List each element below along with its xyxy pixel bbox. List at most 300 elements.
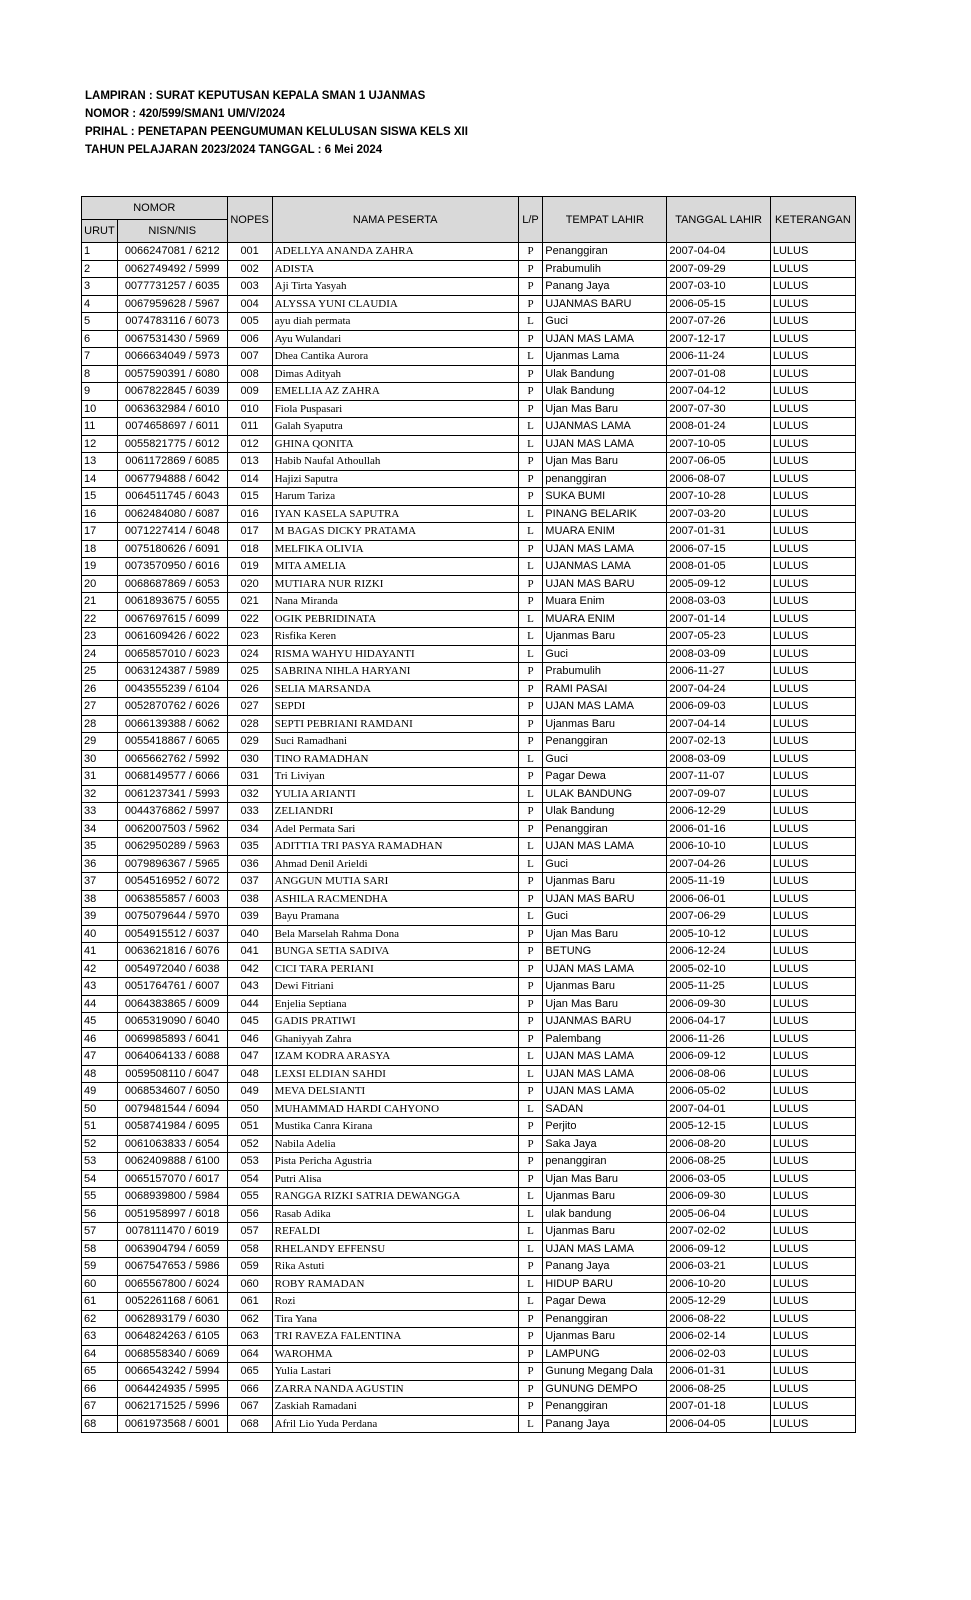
row-tanggal-lahir: 2007-04-26 bbox=[667, 855, 771, 873]
row-nisn: 0061063833 / 6054 bbox=[117, 1135, 227, 1153]
row-tempat-lahir: UJAN MAS LAMA bbox=[543, 540, 667, 558]
row-nopes: 015 bbox=[227, 488, 272, 506]
row-nopes: 008 bbox=[227, 365, 272, 383]
table-row bbox=[82, 295, 856, 313]
row-keterangan: LULUS bbox=[770, 908, 855, 926]
row-tempat-lahir: UJAN MAS LAMA bbox=[543, 1048, 667, 1066]
row-nisn: 0055418867 / 6065 bbox=[117, 733, 227, 751]
row-keterangan: LULUS bbox=[770, 348, 855, 366]
row-nama: Mustika Canra Kirana bbox=[272, 1118, 518, 1136]
row-tempat-lahir: Guci bbox=[543, 750, 667, 768]
row-nisn: 0052870762 / 6026 bbox=[117, 698, 227, 716]
row-tanggal-lahir: 2007-06-29 bbox=[667, 908, 771, 926]
row-nopes: 001 bbox=[227, 243, 272, 261]
row-tempat-lahir: SUKA BUMI bbox=[543, 488, 667, 506]
row-tanggal-lahir: 2006-09-12 bbox=[667, 1048, 771, 1066]
row-keterangan: LULUS bbox=[770, 995, 855, 1013]
row-nopes: 040 bbox=[227, 925, 272, 943]
row-urut: 29 bbox=[82, 733, 118, 751]
row-keterangan: LULUS bbox=[770, 943, 855, 961]
row-nopes: 046 bbox=[227, 1030, 272, 1048]
row-tempat-lahir: SADAN bbox=[543, 1100, 667, 1118]
row-lp: L bbox=[518, 908, 543, 926]
row-tanggal-lahir: 2006-10-10 bbox=[667, 838, 771, 856]
row-urut: 3 bbox=[82, 278, 118, 296]
row-tanggal-lahir: 2006-08-25 bbox=[667, 1153, 771, 1171]
table-row bbox=[82, 663, 856, 681]
row-urut: 45 bbox=[82, 1013, 118, 1031]
row-nopes: 005 bbox=[227, 313, 272, 331]
row-nama: ADISTA bbox=[272, 260, 518, 278]
row-keterangan: LULUS bbox=[770, 1293, 855, 1311]
row-nopes: 027 bbox=[227, 698, 272, 716]
row-tempat-lahir: Ujanmas Baru bbox=[543, 1328, 667, 1346]
row-nopes: 038 bbox=[227, 890, 272, 908]
row-nama: MELFIKA OLIVIA bbox=[272, 540, 518, 558]
row-tanggal-lahir: 2005-09-12 bbox=[667, 575, 771, 593]
row-keterangan: LULUS bbox=[770, 313, 855, 331]
row-tempat-lahir: UJAN MAS BARU bbox=[543, 575, 667, 593]
row-tempat-lahir: Prabumulih bbox=[543, 663, 667, 681]
row-tanggal-lahir: 2006-08-20 bbox=[667, 1135, 771, 1153]
row-tanggal-lahir: 2007-06-05 bbox=[667, 453, 771, 471]
row-urut: 9 bbox=[82, 383, 118, 401]
table-row bbox=[82, 1293, 856, 1311]
row-urut: 25 bbox=[82, 663, 118, 681]
row-nopes: 032 bbox=[227, 785, 272, 803]
row-tanggal-lahir: 2006-09-12 bbox=[667, 1240, 771, 1258]
row-nisn: 0067697615 / 6099 bbox=[117, 610, 227, 628]
row-tanggal-lahir: 2006-11-24 bbox=[667, 348, 771, 366]
row-keterangan: LULUS bbox=[770, 820, 855, 838]
document-header bbox=[85, 87, 468, 159]
row-tanggal-lahir: 2007-01-14 bbox=[667, 610, 771, 628]
table-row bbox=[82, 645, 856, 663]
row-nopes: 018 bbox=[227, 540, 272, 558]
row-tanggal-lahir: 2007-10-05 bbox=[667, 435, 771, 453]
row-nisn: 0062950289 / 5963 bbox=[117, 838, 227, 856]
header-nama: NAMA PESERTA bbox=[272, 197, 518, 243]
row-nama: Ahmad Denil Arieldi bbox=[272, 855, 518, 873]
row-lp: L bbox=[518, 505, 543, 523]
row-nisn: 0068534607 / 6050 bbox=[117, 1083, 227, 1101]
row-urut: 11 bbox=[82, 418, 118, 436]
table-row bbox=[82, 1135, 856, 1153]
row-nama: WAROHMA bbox=[272, 1345, 518, 1363]
row-nama: SEPTI PEBRIANI RAMDANI bbox=[272, 715, 518, 733]
row-nopes: 030 bbox=[227, 750, 272, 768]
row-urut: 46 bbox=[82, 1030, 118, 1048]
row-tempat-lahir: Saka Jaya bbox=[543, 1135, 667, 1153]
row-nisn: 0067547653 / 5986 bbox=[117, 1258, 227, 1276]
row-urut: 23 bbox=[82, 628, 118, 646]
row-tempat-lahir: Panang Jaya bbox=[543, 278, 667, 296]
row-tempat-lahir: Panang Jaya bbox=[543, 1415, 667, 1433]
row-lp: P bbox=[518, 978, 543, 996]
row-tempat-lahir: Prabumulih bbox=[543, 260, 667, 278]
row-nopes: 047 bbox=[227, 1048, 272, 1066]
row-tanggal-lahir: 2007-02-13 bbox=[667, 733, 771, 751]
row-nopes: 041 bbox=[227, 943, 272, 961]
row-nisn: 0065662762 / 5992 bbox=[117, 750, 227, 768]
row-nama: ALYSSA YUNI CLAUDIA bbox=[272, 295, 518, 313]
row-nisn: 0061237341 / 5993 bbox=[117, 785, 227, 803]
row-nisn: 0073570950 / 6016 bbox=[117, 558, 227, 576]
table-row bbox=[82, 1240, 856, 1258]
row-nopes: 049 bbox=[227, 1083, 272, 1101]
row-nisn: 0065857010 / 6023 bbox=[117, 645, 227, 663]
row-keterangan: LULUS bbox=[770, 750, 855, 768]
table-row bbox=[82, 488, 856, 506]
row-keterangan: LULUS bbox=[770, 873, 855, 891]
row-nama: ayu diah permata bbox=[272, 313, 518, 331]
row-tanggal-lahir: 2006-09-30 bbox=[667, 995, 771, 1013]
row-tanggal-lahir: 2007-04-04 bbox=[667, 243, 771, 261]
row-lp: P bbox=[518, 1013, 543, 1031]
row-tempat-lahir: Guci bbox=[543, 908, 667, 926]
table-row bbox=[82, 435, 856, 453]
row-nopes: 006 bbox=[227, 330, 272, 348]
table-row bbox=[82, 1153, 856, 1171]
row-tanggal-lahir: 2006-10-20 bbox=[667, 1275, 771, 1293]
header-nisn: NISN/NIS bbox=[117, 220, 227, 243]
row-keterangan: LULUS bbox=[770, 890, 855, 908]
row-nisn: 0065157070 / 6017 bbox=[117, 1170, 227, 1188]
row-nopes: 053 bbox=[227, 1153, 272, 1171]
row-urut: 47 bbox=[82, 1048, 118, 1066]
row-lp: P bbox=[518, 260, 543, 278]
row-nama: Yulia Lastari bbox=[272, 1363, 518, 1381]
row-nama: Aji Tirta Yasyah bbox=[272, 278, 518, 296]
table-row bbox=[82, 610, 856, 628]
row-nopes: 052 bbox=[227, 1135, 272, 1153]
table-row bbox=[82, 803, 856, 821]
row-tanggal-lahir: 2008-01-05 bbox=[667, 558, 771, 576]
row-nama: ZELIANDRI bbox=[272, 803, 518, 821]
row-nopes: 060 bbox=[227, 1275, 272, 1293]
row-urut: 64 bbox=[82, 1345, 118, 1363]
row-lp: P bbox=[518, 400, 543, 418]
row-tanggal-lahir: 2006-05-15 bbox=[667, 295, 771, 313]
row-nopes: 043 bbox=[227, 978, 272, 996]
row-tempat-lahir: Ulak Bandung bbox=[543, 803, 667, 821]
row-lp: P bbox=[518, 698, 543, 716]
row-tempat-lahir: Ujan Mas Baru bbox=[543, 995, 667, 1013]
row-nama: MITA AMELIA bbox=[272, 558, 518, 576]
header-prihal: PRIHAL : PENETAPAN PEENGUMUMAN KELULUSAN SISWA KELS XII bbox=[85, 126, 468, 138]
row-urut: 67 bbox=[82, 1398, 118, 1416]
row-urut: 12 bbox=[82, 435, 118, 453]
row-nama: Harum Tariza bbox=[272, 488, 518, 506]
row-tanggal-lahir: 2006-01-16 bbox=[667, 820, 771, 838]
row-nama: RANGGA RIZKI SATRIA DEWANGGA bbox=[272, 1188, 518, 1206]
row-lp: P bbox=[518, 1118, 543, 1136]
row-lp: P bbox=[518, 295, 543, 313]
row-lp: P bbox=[518, 995, 543, 1013]
row-nama: ZARRA NANDA AGUSTIN bbox=[272, 1380, 518, 1398]
row-tempat-lahir: Pagar Dewa bbox=[543, 768, 667, 786]
table-row bbox=[82, 1188, 856, 1206]
row-urut: 30 bbox=[82, 750, 118, 768]
row-nisn: 0064064133 / 6088 bbox=[117, 1048, 227, 1066]
row-tempat-lahir: UJAN MAS LAMA bbox=[543, 1083, 667, 1101]
row-nama: Dhea Cantika Aurora bbox=[272, 348, 518, 366]
row-tempat-lahir: ULAK BANDUNG bbox=[543, 785, 667, 803]
row-urut: 33 bbox=[82, 803, 118, 821]
row-lp: P bbox=[518, 768, 543, 786]
row-tempat-lahir: Ujanmas Baru bbox=[543, 715, 667, 733]
row-urut: 65 bbox=[82, 1363, 118, 1381]
row-tempat-lahir: PINANG BELARIK bbox=[543, 505, 667, 523]
row-tanggal-lahir: 2007-01-31 bbox=[667, 523, 771, 541]
row-tanggal-lahir: 2007-11-07 bbox=[667, 768, 771, 786]
row-lp: P bbox=[518, 733, 543, 751]
row-nisn: 0062007503 / 5962 bbox=[117, 820, 227, 838]
row-nopes: 022 bbox=[227, 610, 272, 628]
table-row bbox=[82, 628, 856, 646]
row-urut: 28 bbox=[82, 715, 118, 733]
row-tanggal-lahir: 2006-08-07 bbox=[667, 470, 771, 488]
header-lampiran: LAMPIRAN : SURAT KEPUTUSAN KEPALA SMAN 1 UJANMAS bbox=[85, 90, 426, 102]
row-nisn: 0067531430 / 5969 bbox=[117, 330, 227, 348]
row-tempat-lahir: Ujan Mas Baru bbox=[543, 925, 667, 943]
row-nisn: 0062409888 / 6100 bbox=[117, 1153, 227, 1171]
row-lp: L bbox=[518, 1048, 543, 1066]
row-lp: P bbox=[518, 383, 543, 401]
row-urut: 49 bbox=[82, 1083, 118, 1101]
row-keterangan: LULUS bbox=[770, 488, 855, 506]
row-tempat-lahir: Penanggiran bbox=[543, 243, 667, 261]
row-keterangan: LULUS bbox=[770, 1415, 855, 1433]
row-nopes: 011 bbox=[227, 418, 272, 436]
row-tanggal-lahir: 2007-04-24 bbox=[667, 680, 771, 698]
row-nama: IYAN KASELA SAPUTRA bbox=[272, 505, 518, 523]
table-row bbox=[82, 558, 856, 576]
row-keterangan: LULUS bbox=[770, 610, 855, 628]
row-tempat-lahir: UJANMAS LAMA bbox=[543, 418, 667, 436]
row-nisn: 0063855857 / 6003 bbox=[117, 890, 227, 908]
row-tempat-lahir: UJAN MAS LAMA bbox=[543, 960, 667, 978]
row-nama: SELIA MARSANDA bbox=[272, 680, 518, 698]
row-nisn: 0079481544 / 6094 bbox=[117, 1100, 227, 1118]
row-tanggal-lahir: 2005-12-29 bbox=[667, 1293, 771, 1311]
table-row bbox=[82, 873, 856, 891]
row-nisn: 0063621816 / 6076 bbox=[117, 943, 227, 961]
row-lp: P bbox=[518, 820, 543, 838]
row-nama: ROBY RAMADAN bbox=[272, 1275, 518, 1293]
row-tanggal-lahir: 2007-07-30 bbox=[667, 400, 771, 418]
row-tanggal-lahir: 2007-04-01 bbox=[667, 1100, 771, 1118]
row-urut: 66 bbox=[82, 1380, 118, 1398]
row-nisn: 0077731257 / 6035 bbox=[117, 278, 227, 296]
row-tanggal-lahir: 2008-03-09 bbox=[667, 645, 771, 663]
row-tempat-lahir: Ulak Bandung bbox=[543, 365, 667, 383]
row-nisn: 0067959628 / 5967 bbox=[117, 295, 227, 313]
row-nisn: 0068149577 / 6066 bbox=[117, 768, 227, 786]
row-nama: Hajizi Saputra bbox=[272, 470, 518, 488]
row-tempat-lahir: Gunung Megang Dala bbox=[543, 1363, 667, 1381]
row-urut: 54 bbox=[82, 1170, 118, 1188]
row-nisn: 0062749492 / 5999 bbox=[117, 260, 227, 278]
row-tempat-lahir: Muara Enim bbox=[543, 593, 667, 611]
row-lp: P bbox=[518, 925, 543, 943]
row-nopes: 036 bbox=[227, 855, 272, 873]
row-nisn: 0057590391 / 6080 bbox=[117, 365, 227, 383]
row-nopes: 023 bbox=[227, 628, 272, 646]
row-nama: Pista Pericha Agustria bbox=[272, 1153, 518, 1171]
table-row bbox=[82, 540, 856, 558]
row-keterangan: LULUS bbox=[770, 785, 855, 803]
row-lp: L bbox=[518, 838, 543, 856]
row-keterangan: LULUS bbox=[770, 435, 855, 453]
table-row bbox=[82, 400, 856, 418]
row-nisn: 0054516952 / 6072 bbox=[117, 873, 227, 891]
row-urut: 20 bbox=[82, 575, 118, 593]
row-urut: 48 bbox=[82, 1065, 118, 1083]
row-keterangan: LULUS bbox=[770, 1380, 855, 1398]
row-tanggal-lahir: 2006-04-17 bbox=[667, 1013, 771, 1031]
row-keterangan: LULUS bbox=[770, 453, 855, 471]
row-urut: 2 bbox=[82, 260, 118, 278]
table-row bbox=[82, 348, 856, 366]
header-keterangan: KETERANGAN bbox=[770, 197, 855, 243]
row-lp: P bbox=[518, 540, 543, 558]
row-lp: P bbox=[518, 453, 543, 471]
row-nopes: 013 bbox=[227, 453, 272, 471]
row-nopes: 048 bbox=[227, 1065, 272, 1083]
row-urut: 44 bbox=[82, 995, 118, 1013]
row-nama: CICI TARA PERIANI bbox=[272, 960, 518, 978]
row-nisn: 0064824263 / 6105 bbox=[117, 1328, 227, 1346]
row-nama: YULIA ARIANTI bbox=[272, 785, 518, 803]
row-keterangan: LULUS bbox=[770, 1345, 855, 1363]
row-tanggal-lahir: 2006-03-05 bbox=[667, 1170, 771, 1188]
row-urut: 50 bbox=[82, 1100, 118, 1118]
row-nisn: 0051958997 / 6018 bbox=[117, 1205, 227, 1223]
header-tanggal-lahir: TANGGAL LAHIR bbox=[667, 197, 771, 243]
row-nisn: 0064383865 / 6009 bbox=[117, 995, 227, 1013]
table-row bbox=[82, 838, 856, 856]
table-row bbox=[82, 330, 856, 348]
row-keterangan: LULUS bbox=[770, 1205, 855, 1223]
row-tempat-lahir: Ulak Bandung bbox=[543, 383, 667, 401]
row-nopes: 004 bbox=[227, 295, 272, 313]
row-nopes: 025 bbox=[227, 663, 272, 681]
row-tanggal-lahir: 2006-11-27 bbox=[667, 663, 771, 681]
row-nama: ASHILA RACMENDHA bbox=[272, 890, 518, 908]
row-lp: P bbox=[518, 803, 543, 821]
row-nama: Tira Yana bbox=[272, 1310, 518, 1328]
row-tempat-lahir: UJAN MAS BARU bbox=[543, 890, 667, 908]
row-nopes: 021 bbox=[227, 593, 272, 611]
table-row bbox=[82, 1118, 856, 1136]
row-nama: Rasab Adika bbox=[272, 1205, 518, 1223]
row-urut: 63 bbox=[82, 1328, 118, 1346]
header-nomor: NOMOR : 420/599/SMAN1 UM/V/2024 bbox=[85, 108, 286, 120]
row-keterangan: LULUS bbox=[770, 1275, 855, 1293]
row-nama: Galah Syaputra bbox=[272, 418, 518, 436]
row-urut: 60 bbox=[82, 1275, 118, 1293]
row-lp: P bbox=[518, 1135, 543, 1153]
row-urut: 21 bbox=[82, 593, 118, 611]
row-tanggal-lahir: 2006-04-05 bbox=[667, 1415, 771, 1433]
row-urut: 34 bbox=[82, 820, 118, 838]
row-tanggal-lahir: 2006-02-03 bbox=[667, 1345, 771, 1363]
row-urut: 15 bbox=[82, 488, 118, 506]
row-lp: L bbox=[518, 348, 543, 366]
row-nama: ANGGUN MUTIA SARI bbox=[272, 873, 518, 891]
row-nopes: 059 bbox=[227, 1258, 272, 1276]
row-nisn: 0064424935 / 5995 bbox=[117, 1380, 227, 1398]
row-lp: L bbox=[518, 645, 543, 663]
row-lp: P bbox=[518, 1345, 543, 1363]
header-urut: URUT bbox=[82, 220, 118, 243]
row-nopes: 026 bbox=[227, 680, 272, 698]
row-nisn: 0071227414 / 6048 bbox=[117, 523, 227, 541]
table-row bbox=[82, 1345, 856, 1363]
row-tanggal-lahir: 2007-07-26 bbox=[667, 313, 771, 331]
row-tanggal-lahir: 2007-04-12 bbox=[667, 383, 771, 401]
table-row bbox=[82, 908, 856, 926]
row-urut: 52 bbox=[82, 1135, 118, 1153]
row-nisn: 0074658697 / 6011 bbox=[117, 418, 227, 436]
row-keterangan: LULUS bbox=[770, 733, 855, 751]
row-keterangan: LULUS bbox=[770, 1013, 855, 1031]
table-row bbox=[82, 313, 856, 331]
row-nisn: 0061609426 / 6022 bbox=[117, 628, 227, 646]
row-nopes: 035 bbox=[227, 838, 272, 856]
row-urut: 4 bbox=[82, 295, 118, 313]
table-row bbox=[82, 453, 856, 471]
row-nama: Zaskiah Ramadani bbox=[272, 1398, 518, 1416]
table-row bbox=[82, 1398, 856, 1416]
row-tanggal-lahir: 2007-03-20 bbox=[667, 505, 771, 523]
row-lp: L bbox=[518, 610, 543, 628]
table-row bbox=[82, 1013, 856, 1031]
row-urut: 55 bbox=[82, 1188, 118, 1206]
row-keterangan: LULUS bbox=[770, 1258, 855, 1276]
row-urut: 31 bbox=[82, 768, 118, 786]
row-keterangan: LULUS bbox=[770, 243, 855, 261]
table-row bbox=[82, 960, 856, 978]
row-nisn: 0063632984 / 6010 bbox=[117, 400, 227, 418]
table-row bbox=[82, 698, 856, 716]
row-tanggal-lahir: 2007-12-17 bbox=[667, 330, 771, 348]
row-nopes: 012 bbox=[227, 435, 272, 453]
table-row bbox=[82, 925, 856, 943]
row-urut: 13 bbox=[82, 453, 118, 471]
row-keterangan: LULUS bbox=[770, 1328, 855, 1346]
row-nisn: 0055821775 / 6012 bbox=[117, 435, 227, 453]
row-urut: 38 bbox=[82, 890, 118, 908]
row-lp: L bbox=[518, 558, 543, 576]
row-keterangan: LULUS bbox=[770, 645, 855, 663]
row-nisn: 0062893179 / 6030 bbox=[117, 1310, 227, 1328]
row-tanggal-lahir: 2006-09-03 bbox=[667, 698, 771, 716]
row-nisn: 0066543242 / 5994 bbox=[117, 1363, 227, 1381]
row-nisn: 0065567800 / 6024 bbox=[117, 1275, 227, 1293]
row-urut: 56 bbox=[82, 1205, 118, 1223]
row-tanggal-lahir: 2007-02-02 bbox=[667, 1223, 771, 1241]
row-nopes: 063 bbox=[227, 1328, 272, 1346]
table-row bbox=[82, 243, 856, 261]
table-row bbox=[82, 855, 856, 873]
row-lp: P bbox=[518, 1328, 543, 1346]
row-nisn: 0062171525 / 5996 bbox=[117, 1398, 227, 1416]
row-urut: 51 bbox=[82, 1118, 118, 1136]
row-urut: 8 bbox=[82, 365, 118, 383]
row-tanggal-lahir: 2006-05-02 bbox=[667, 1083, 771, 1101]
